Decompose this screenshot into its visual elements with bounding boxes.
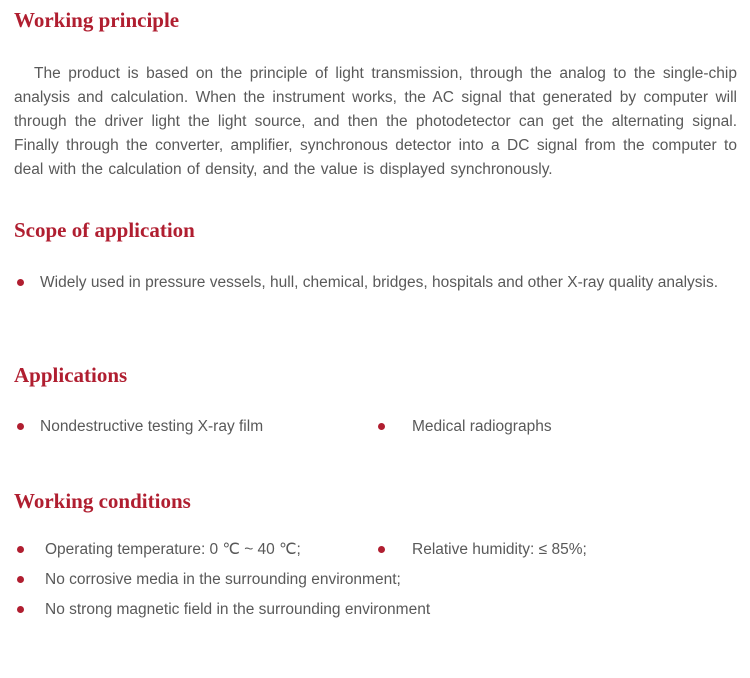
bullet-icon	[17, 576, 24, 583]
heading-working-conditions: Working conditions	[14, 489, 191, 513]
list-item-text: Operating temperature: 0 ℃ ~ 40 ℃;	[45, 541, 301, 558]
heading-applications: Applications	[14, 363, 128, 387]
bullet-icon	[17, 546, 24, 553]
list-item-text: Nondestructive testing X-ray film	[40, 418, 264, 435]
list-item-humidity	[378, 539, 737, 560]
heading-working-principle: Working principle	[14, 8, 180, 32]
bullet-icon	[17, 279, 24, 286]
list-item-text: No strong magnetic field in the surrounding environment	[45, 601, 431, 618]
list-item-temperature	[14, 539, 378, 560]
list-item-scope	[14, 272, 737, 293]
list-item-corrosive	[14, 569, 737, 590]
bullet-icon	[378, 546, 385, 553]
bullet-icon	[378, 423, 385, 430]
list-item-text: Relative humidity: ≤ 85%;	[412, 541, 587, 558]
heading-scope-of-application: Scope of application	[14, 218, 195, 242]
list-item-nondestructive	[14, 416, 378, 437]
working-conditions-list-row	[14, 539, 737, 560]
list-item-magnetic	[14, 599, 737, 620]
applications-list-row	[14, 416, 737, 437]
list-item-text: Medical radiographs	[412, 418, 552, 435]
bullet-icon	[17, 606, 24, 613]
bullet-icon	[17, 423, 24, 430]
list-item-medical	[378, 416, 737, 437]
list-item-text: No corrosive media in the surrounding environment;	[45, 571, 401, 588]
working-principle-paragraph: The product is based on the principle of light transmission, through the analog to the single-chip analysis and calculation. When the instrument works, the AC signal that generated by computer will through the driver light the light source, and then the photodetector can get the alternating signal. Finally through the converter, amplifier, synchronous detector into a DC signal from the computer to deal with the calculation of density, and the value is displayed synchronously.	[14, 65, 737, 178]
list-item-text: Widely used in pressure vessels, hull, chemical, bridges, hospitals and other X-ray quality analysis.	[40, 274, 719, 291]
